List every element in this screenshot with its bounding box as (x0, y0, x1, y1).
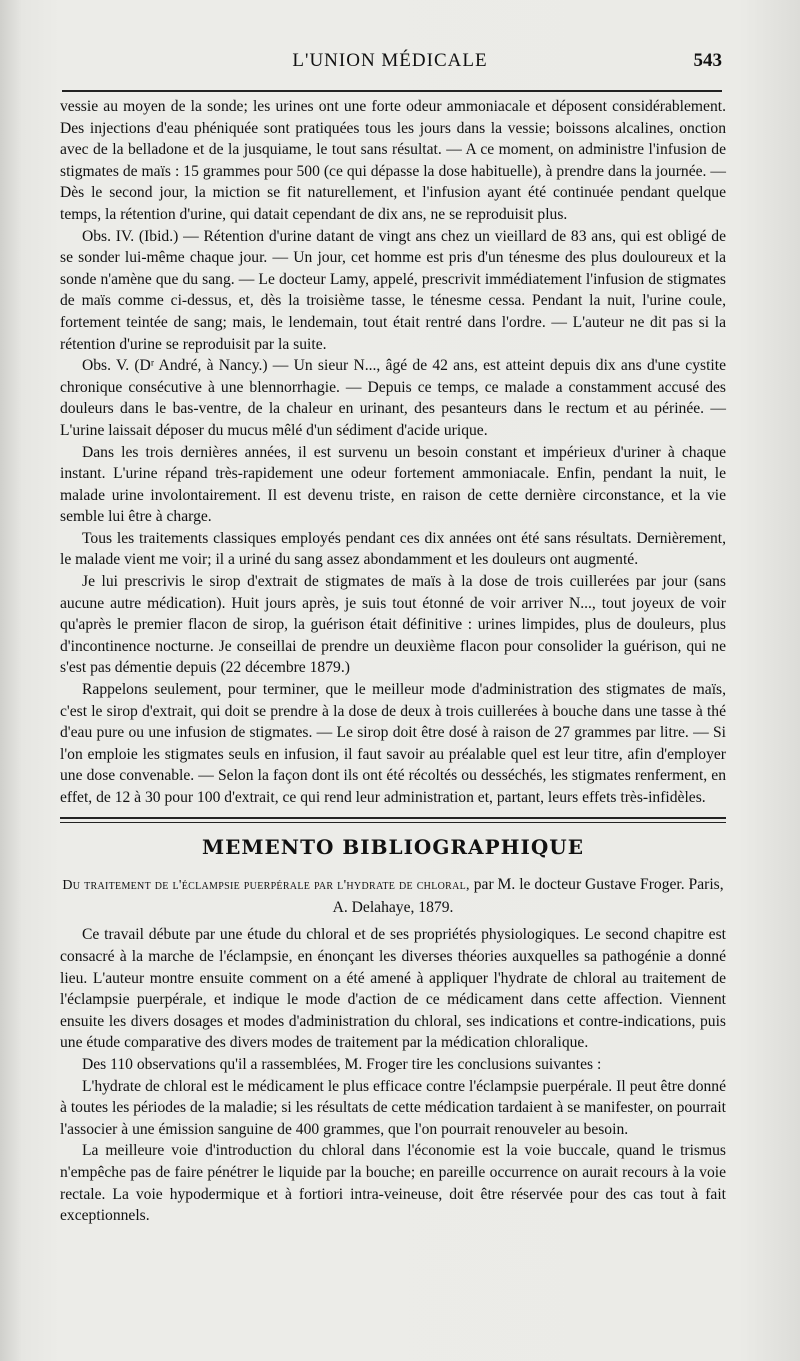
paragraph: vessie au moyen de la sonde; les urines ont une forte odeur ammoniacale et déposent considérablement. Des injections d'eau phéniquée sont pratiquées tous les jours dans la vessie; boissons alcalines, onction avec de la belladone et de la jusquiame, le tout sans résultat. — A ce moment, on administre l'infusion de stigmates de maïs : 15 grammes pour 500 (ce qui dépasse la dose habituelle), à prendre dans la journée. — Dès le second jour, la miction se fit naturellement, et l'infusion ayant été continuée pendant quelque temps, la rétention d'urine, qui datait cependant de dix ans, ne se reproduisit plus. (60, 98, 726, 223)
paragraph: Dans les trois dernières années, il est survenu un besoin constant et impérieux d'uriner à chaque instant. L'urine répand très-rapidement une odeur fortement ammoniacale. Enfin, pendant la nuit, le malade urine involontairement. Il est devenu triste, en raison de cette dernière circonstance, et la vie semble lui être à charge. (60, 443, 726, 526)
section-title: MEMENTO BIBLIOGRAPHIQUE (202, 834, 584, 859)
observation-iv: Obs. IV. (Ibid.) — Rétention d'urine datant de vingt ans chez un vieillard de 83 ans, qui est obligé de se sonder lui-même chaque jour. — Un jour, cet homme est pris d'un ténesme des plus douloureux et la sonde n'amène que du sang. — Le docteur Lamy, appelé, prescrivit immédiatement l'infusion de stigmates de maïs comme ci-dessus, et, dès la troisième tasse, le ténesme cessa. Pendant la nuit, l'urine coule, fortement teintée de sang; mais, le lendemain, tout était rentré dans l'ordre. — L'auteur ne dit pas si la rétention d'urine se reproduisit par la suite. (60, 227, 726, 353)
paragraph: Tous les traitements classiques employés pendant ces dix années ont été sans résultats. Dernièrement, le malade vient me voir; il a uriné du sang assez abondamment et les douleurs ont augmenté. (60, 529, 726, 569)
header-rule (62, 90, 722, 92)
page-number: 543 (693, 50, 722, 71)
section-divider (60, 817, 726, 823)
article-body (60, 96, 726, 1227)
book-title (60, 874, 726, 918)
review-paragraph: Ce travail débute par une étude du chloral et de ses propriétés physiologiques. Le second chapitre est consacré à la marche de l'éclampsie, en énonçant les diverses théories auxquelles sa pathogénie a donné lieu. L'auteur montre ensuite comment on a été amené à appliquer l'hydrate de chloral au traitement de l'éclampsie puerpérale, et indique le mode d'action de ce médicament dans cette affection. Viennent ensuite les divers dosages et modes d'administration du chloral, ses indications et contre-indications, puis une étude comparative des divers modes de traitement par la médication chloralique. (60, 926, 726, 1052)
observation-v: Obs. V. (Dʳ André, à Nancy.) — Un sieur N..., âgé de 42 ans, est atteint depuis dix ans d'une cystite chronique consécutive à une blennorrhagie. — Depuis ce temps, ce malade a constamment accusé des douleurs dans le bas-ventre, de la chaleur en urinant, des pesanteurs dans le rectum et au périnée. — L'urine laissait déposer du mucus mêlé d'un sédiment d'acide urique. (60, 357, 726, 439)
running-title: L'UNION MÉDICALE (292, 50, 488, 71)
book-title-author: par M. le docteur Gustave Froger. Paris, A. Delahaye, 1879. (332, 876, 724, 916)
book-title-main: Du traitement de l'éclampsie puerpérale par l'hydrate de chloral, (62, 878, 470, 894)
paragraph: Rappelons seulement, pour terminer, que le meilleur mode d'administration des stigmates de maïs, c'est le sirop d'extrait, qui doit se prendre à la dose de deux à trois cuillerées à bouche dans une tasse à thé d'eau pure ou une infusion de stigmates. — Le sirop doit être dosé à raison de 27 grammes par litre. — Si l'on emploie les stigmates seuls en infusion, il faut savoir au préalable quel est leur titre, afin d'employer une dose convenable. — Selon la façon dont ils ont été récoltés ou desséchés, les stigmates renferment, en effet, de 12 à 30 pour 100 d'extrait, ce qui rend leur administration et, partant, leurs effets très-infidèles. (60, 681, 726, 806)
review-paragraph: La meilleure voie d'introduction du chloral dans l'économie est la voie buccale, quand le trismus n'empêche pas de faire pénétrer le liquide par la bouche; en pareille occurrence on aurait recours à la voie rectale. La voie hypodermique et à fortiori intra-veineuse, doit être réservée pour des cas tout à fait exceptionnels. (60, 1142, 726, 1225)
page-header (58, 50, 722, 74)
paragraph: Je lui prescrivis le sirop d'extrait de stigmates de maïs à la dose de trois cuillerées par jour (sans aucune autre médication). Huit jours après, je suis tout étonné de voir arriver N..., tout joyeux de voir qu'après le premier flacon de sirop, la guérison était définitive : urines limpides, plus de douleurs, plus d'incontinence nocturne. Je conseillai de prendre un deuxième flacon pour consolider la guérison, qui ne s'est pas démentie depuis (22 décembre 1879.) (60, 573, 726, 677)
review-paragraph: L'hydrate de chloral est le médicament le plus efficace contre l'éclampsie puerpérale. Il peut être donné à toutes les périodes de la maladie; si les résultats de cette médication tardaient à se manifester, on pourrait l'associer à une émission sanguine de 400 grammes, que l'on pourrait renouveler au besoin. (60, 1077, 726, 1138)
review-paragraph: Des 110 observations qu'il a rassemblées, M. Froger tire les conclusions suivantes : (82, 1055, 602, 1073)
